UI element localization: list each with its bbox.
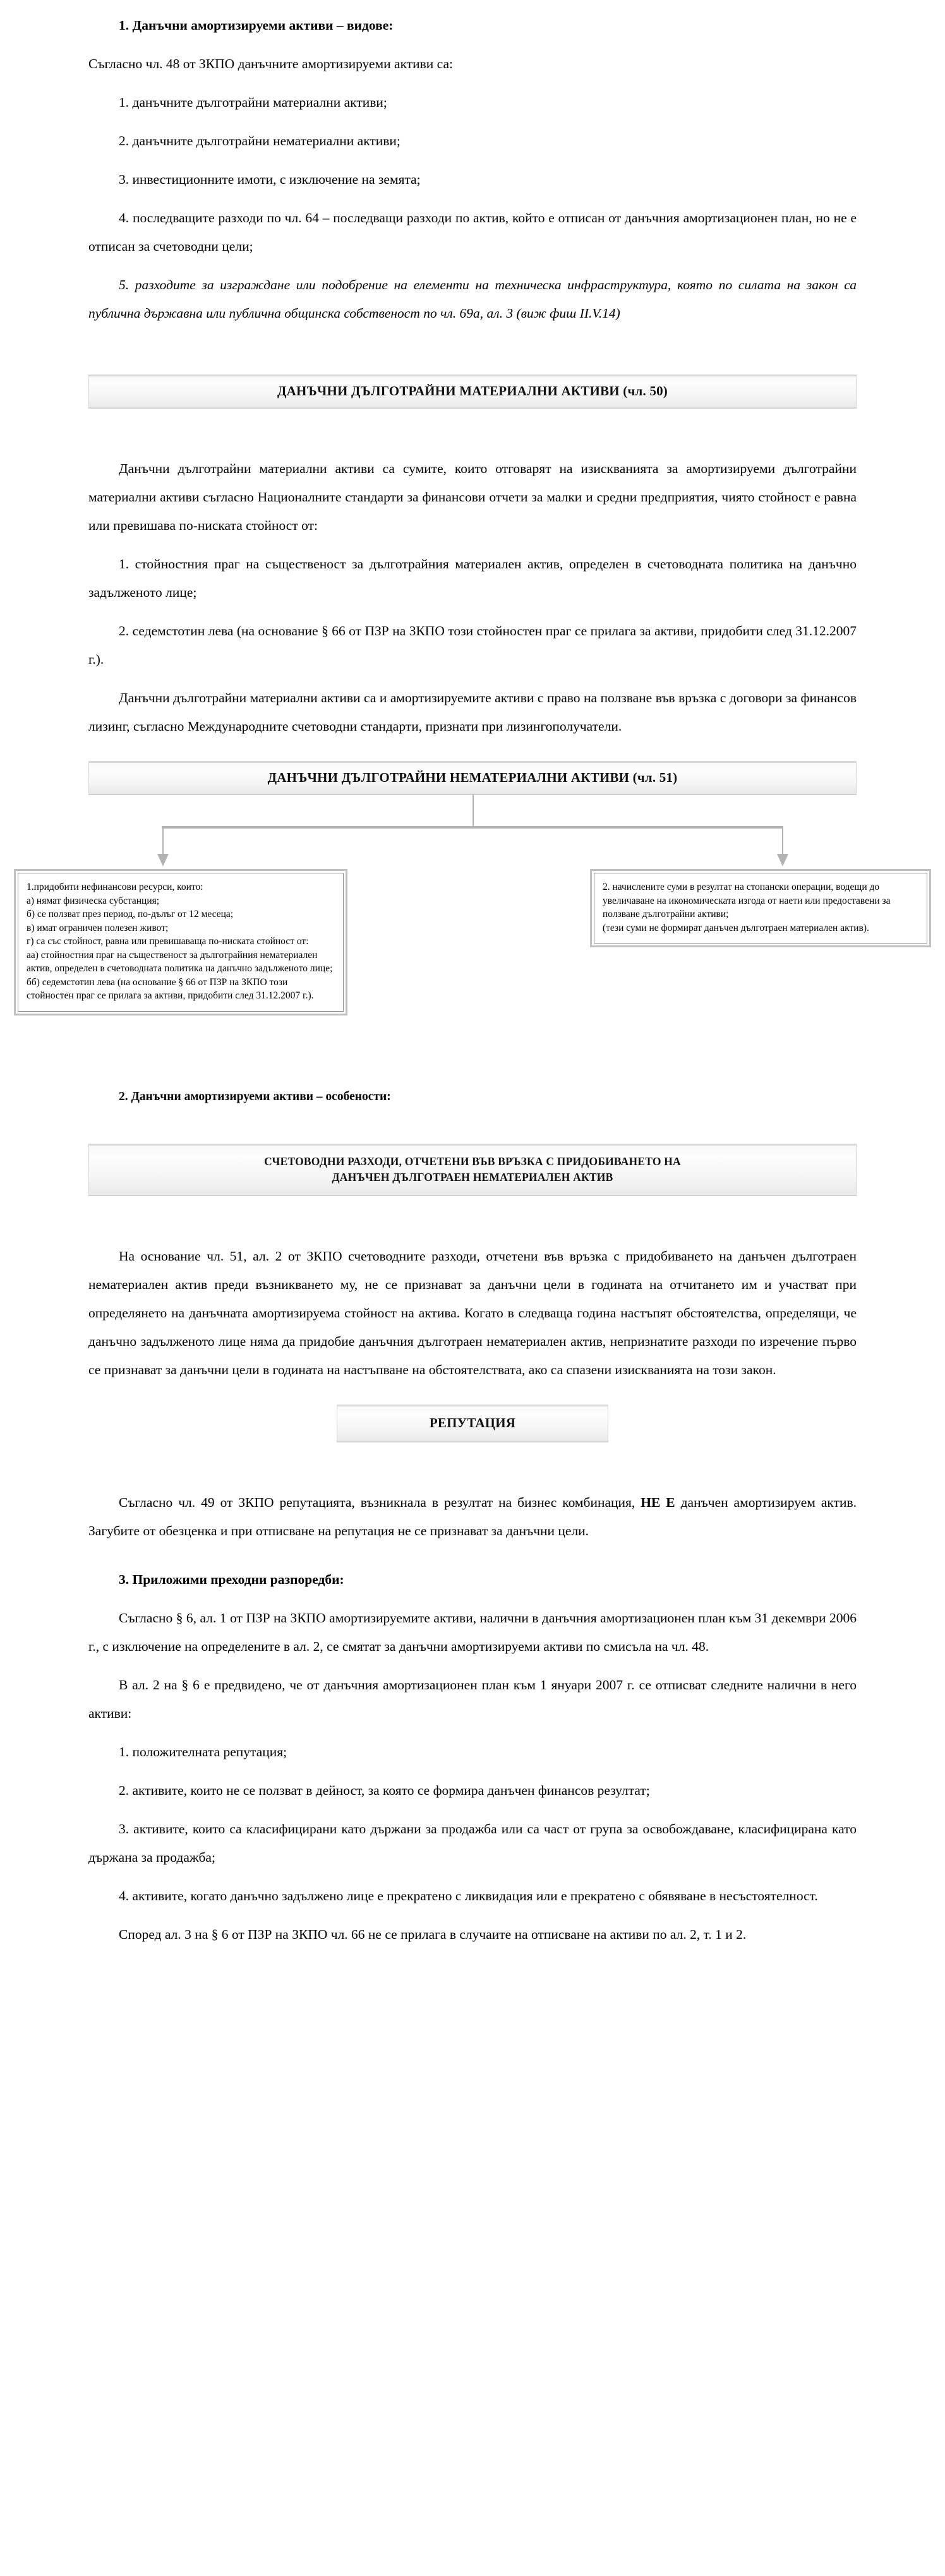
connector-arrows (88, 794, 857, 869)
arrow-head-right-icon (777, 854, 788, 866)
box-left-line-7: бб) седемстотин лева (на основание § 66 от ПЗР на ЗКПО този стойностен праг се прилага за активи, придобити след 31.12.2007 г.). (27, 976, 314, 1001)
banner-dma: ДАНЪЧНИ ДЪЛГОТРАЙНИ МАТЕРИАЛНИ АКТИВИ (чл. 50) (88, 374, 857, 408)
section1-intro: Съгласно чл. 48 от ЗКПО данъчните амортизируеми активи са: (88, 56, 454, 71)
spacer (88, 261, 857, 271)
dma-paragraph-1: Данъчни дълготрайни материални активи са сумите, които отговарят на изискванията за амортизируеми дълготрайни материални активи съгласно Националните стандарти за финансови отчети за малки и средни предприятия, чиято стойност е равна или превишава по-ниската стойност от: (88, 461, 857, 533)
section3-item-1: 1. положителната репутация; (119, 1744, 287, 1759)
arrow-head-left-icon (157, 854, 169, 866)
section3-item-4: 4. активите, когато данъчно задължено лице е прекратено с ликвидация или е прекратено с обявяване в несъстоятелност. (119, 1888, 818, 1903)
banner-accounting-expenses-line1: СЧЕТОВОДНИ РАЗХОДИ, ОТЧЕТЕНИ ВЪВ ВРЪЗКА С ПРИДОБИВАНЕТО НА (264, 1154, 681, 1168)
spacer (88, 540, 857, 550)
spacer (88, 1594, 857, 1604)
spacer (88, 1545, 857, 1566)
dma-item-2: 2. седемстотин лева (на основание § 66 от ПЗР на ЗКПО този стойностен праг се прилага за активи, придобити след 31.12.2007 г.). (88, 623, 857, 667)
section1-item-3: 3. инвестиционните имоти, с изключение на земята; (119, 172, 421, 187)
spacer (88, 1195, 857, 1242)
section1-item-1: 1. данъчните дълготрайни материални активи; (119, 95, 387, 110)
box-left-line-4: в) имат ограничен полезен живот; (27, 922, 169, 933)
banner-reputation: РЕПУТАЦИЯ (337, 1405, 608, 1442)
spacer (88, 1384, 857, 1405)
spacer (88, 1442, 857, 1489)
reputation-suffix: данъчен амортизируем актив. Загубите от обезценка и при отписване на репутация не се признават за данъчни цели. (88, 1494, 857, 1538)
box-right-inner (594, 873, 927, 944)
section3-paragraph-2: В ал. 2 на § 6 е предвидено, че от данъчния амортизационен план към 1 януари 2007 г. се отписват следните налични в него активи: (88, 1677, 857, 1721)
box-right-line-1: 2. начислените суми в резултат на стопански операции, водещи до увеличаване на икономическата изгода от наети или предоставени за ползване дълготрайни активи; (603, 882, 891, 920)
connector-drop-right (782, 827, 783, 855)
section2-heading: 2. Данъчни амортизируеми активи – особености: (119, 1089, 391, 1103)
spacer (88, 674, 857, 684)
box-left-line-1: 1.придобити нефинансови ресурси, които: (27, 882, 203, 892)
connector-bar (162, 826, 784, 829)
spacer (88, 1805, 857, 1815)
spacer (88, 194, 857, 204)
box-right-line-2: (тези суми не формират данъчен дълготраен материален актив). (603, 922, 869, 933)
spacer (88, 155, 857, 165)
spacer (88, 1661, 857, 1671)
box-left-inner (18, 873, 344, 1012)
banner-accounting-expenses-line2: ДАНЪЧЕН ДЪЛГОТРАЕН НЕМАТЕРИАЛЕН АКТИВ (332, 1170, 613, 1183)
definition-box-row (14, 869, 931, 1015)
section1-item-5: 5. разходите за изграждане или подобрение на елементи на техническа инфраструктура, която по силата на закон са публична държавна или публична общинска собственост по чл. 69а, ал. 3 (виж фиш II.V.14) (88, 277, 857, 321)
section3-paragraph-1: Съгласно § 6, ал. 1 от ПЗР на ЗКПО амортизируемите активи, налични в данъчния амортизационен план към 31 декември 2006 г., с изключение на определените в ал. 2, се смятат за данъчни амортизируеми активи по смисъла на чл. 48. (88, 1610, 857, 1654)
spacer (88, 78, 857, 88)
connector-drop-left (162, 827, 164, 855)
box-left-line-6: аа) стойностния праг на същественост за дълготрайния нематериален актив, определен в счетоводната политика на данъчно задълженото лице; (27, 949, 333, 974)
section3-heading: 3. Приложими преходни разпоредби: (119, 1571, 344, 1587)
section3-item-3: 3. активите, които са класифицирани като държани за продажба или са част от група за освобождаване, класифицирана като държана за продажба; (88, 1821, 857, 1865)
spacer (88, 1910, 857, 1920)
spacer (88, 1728, 857, 1738)
section1-item-4: 4. последващите разходи по чл. 64 – последващи разходи по актив, който е отписан от данъчния амортизационен план, но не е отписан за счетоводни цели; (88, 210, 857, 254)
spacer (88, 741, 857, 761)
box-left-line-2: а) нямат физическа субстанция; (27, 895, 160, 906)
reputation-emphasis: НЕ Е (641, 1494, 675, 1510)
banner-accounting-expenses (88, 1144, 857, 1195)
spacer (88, 328, 857, 374)
spacer (88, 40, 857, 50)
section1-heading: 1. Данъчни амортизируеми активи – видове: (119, 18, 394, 33)
section3-paragraph-3: Според ал. 3 на § 6 от ПЗР на ЗКПО чл. 66 не се прилага в случаите на отписване на активи по ал. 2, т. 1 и 2. (119, 1926, 747, 1942)
box-left-line-3: б) се ползват през период, по-дълъг от 12 месеца; (27, 909, 234, 920)
spacer (88, 1872, 857, 1882)
dma-paragraph-2: Данъчни дълготрайни материални активи са и амортизируемите активи с право на ползване във връзка с договори за финансов лизинг, съгласно Международните счетоводни стандарти, признати при лизингополучатели. (88, 690, 857, 734)
connector-stem (472, 794, 474, 827)
spacer (88, 1015, 857, 1062)
banner-dna: ДАНЪЧНИ ДЪЛГОТРАЙНИ НЕМАТЕРИАЛНИ АКТИВИ (чл. 51) (88, 761, 857, 794)
spacer (88, 1062, 857, 1082)
section3-item-2: 2. активите, които не се ползват в дейност, за която се формира данъчен финансов резултат; (119, 1782, 650, 1798)
section1-item-2: 2. данъчните дълготрайни нематериални активи; (119, 133, 400, 148)
reputation-body (88, 1489, 857, 1545)
spacer (88, 408, 857, 455)
spacer (88, 1766, 857, 1776)
box-left-line-5: г) са със стойност, равна или превишаваща по-ниската стойност от: (27, 936, 309, 947)
spacer (88, 607, 857, 617)
spacer (88, 1111, 857, 1144)
reputation-prefix: Съгласно чл. 49 от ЗКПО репутацията, възникнала в резултат на бизнес комбинация, (119, 1494, 641, 1510)
box-intangible-criteria (14, 869, 347, 1015)
dma-item-1: 1. стойностния праг на същественост за дълготрайния материален актив, определен в счетоводната политика на данъчно задълженото лице; (88, 556, 857, 600)
box-accrued-amounts (590, 869, 931, 947)
section2-body: На основание чл. 51, ал. 2 от ЗКПО счетоводните разходи, отчетени във връзка с придобиването на данъчен дълготраен нематериален актив преди възникването му, не се признават за данъчни цели в годината на отчитането им и участват при определянето на данъчната амортизируема стойност на актива. Когато в следваща година настъпят обстоятелства, определящи, че данъчно задълженото лице няма да придобие данъчния дълготраен нематериален актив, непризнатите разходи по изречение първо се признават за данъчни цели в годината на настъпване на обстоятелствата, ако са спазени изискванията на този закон. (88, 1248, 857, 1377)
spacer (88, 117, 857, 127)
